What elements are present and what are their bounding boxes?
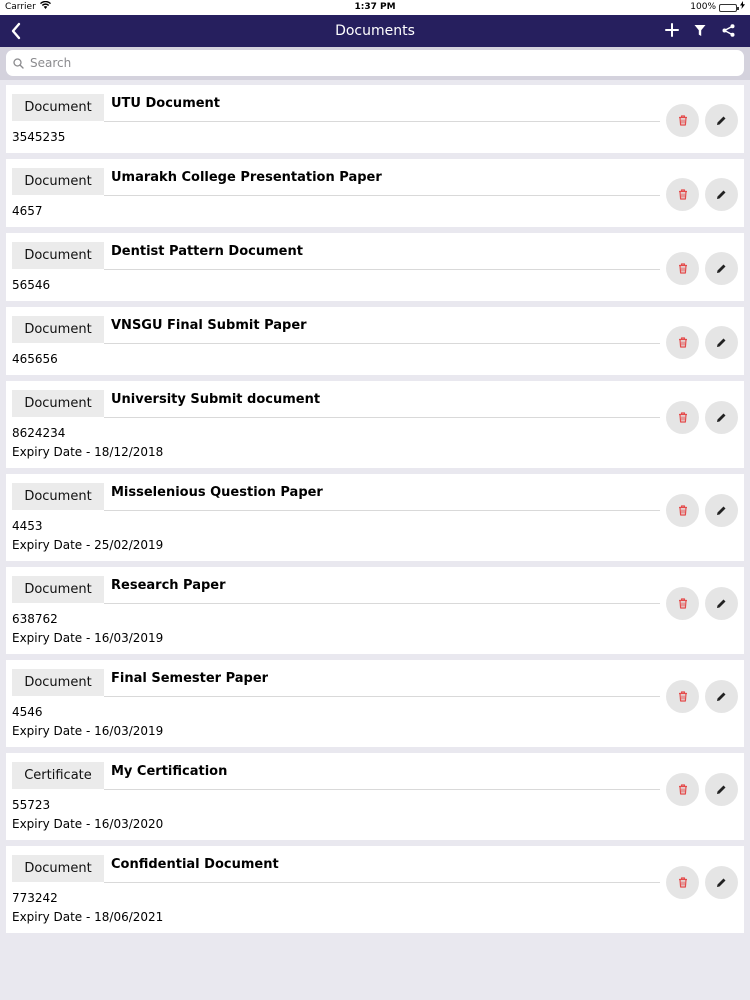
edit-button[interactable] bbox=[705, 178, 738, 211]
document-card[interactable] bbox=[6, 233, 744, 301]
document-title: Final Semester Paper bbox=[111, 671, 269, 686]
edit-button[interactable] bbox=[705, 680, 738, 713]
edit-button[interactable] bbox=[705, 326, 738, 359]
document-number: 56546 bbox=[12, 278, 51, 292]
search-input[interactable] bbox=[28, 55, 712, 71]
document-card[interactable] bbox=[6, 846, 744, 933]
page-title: Documents bbox=[335, 23, 415, 39]
document-type-tag: Document bbox=[12, 669, 104, 696]
trash-icon bbox=[678, 780, 688, 799]
pencil-icon bbox=[716, 594, 727, 613]
pencil-icon bbox=[716, 408, 727, 427]
filter-button[interactable] bbox=[688, 19, 712, 43]
delete-button[interactable] bbox=[666, 104, 699, 137]
status-right bbox=[690, 0, 745, 15]
document-expiry: Expiry Date - 25/02/2019 bbox=[12, 538, 164, 552]
card-actions bbox=[666, 773, 738, 806]
pencil-icon bbox=[716, 873, 727, 892]
document-type-tag: Document bbox=[12, 94, 104, 121]
document-number: 8624234 bbox=[12, 426, 66, 440]
document-number: 3545235 bbox=[12, 130, 66, 144]
document-number: 55723 bbox=[12, 798, 51, 812]
document-card[interactable] bbox=[6, 567, 744, 654]
trash-icon bbox=[678, 501, 688, 520]
trash-icon bbox=[678, 185, 688, 204]
search-icon bbox=[13, 54, 24, 73]
document-expiry: Expiry Date - 16/03/2020 bbox=[12, 817, 164, 831]
title-divider bbox=[104, 696, 660, 697]
trash-icon bbox=[678, 333, 688, 352]
trash-icon bbox=[678, 408, 688, 427]
delete-button[interactable] bbox=[666, 178, 699, 211]
trash-icon bbox=[678, 594, 688, 613]
delete-button[interactable] bbox=[666, 866, 699, 899]
delete-button[interactable] bbox=[666, 401, 699, 434]
plus-icon bbox=[665, 22, 679, 41]
edit-button[interactable] bbox=[705, 494, 738, 527]
card-actions bbox=[666, 401, 738, 434]
search-bar bbox=[0, 47, 750, 80]
card-actions bbox=[666, 104, 738, 137]
title-divider bbox=[104, 882, 660, 883]
edit-button[interactable] bbox=[705, 773, 738, 806]
title-divider bbox=[104, 121, 660, 122]
pencil-icon bbox=[716, 259, 727, 278]
charging-icon bbox=[740, 0, 745, 15]
edit-button[interactable] bbox=[705, 587, 738, 620]
navigation-bar bbox=[0, 15, 750, 47]
edit-button[interactable] bbox=[705, 866, 738, 899]
edit-button[interactable] bbox=[705, 252, 738, 285]
document-title: Umarakh College Presentation Paper bbox=[111, 170, 382, 185]
document-title: VNSGU Final Submit Paper bbox=[111, 318, 307, 333]
card-actions bbox=[666, 494, 738, 527]
title-divider bbox=[104, 343, 660, 344]
delete-button[interactable] bbox=[666, 494, 699, 527]
document-number: 773242 bbox=[12, 891, 58, 905]
document-expiry: Expiry Date - 16/03/2019 bbox=[12, 631, 164, 645]
document-card[interactable] bbox=[6, 753, 744, 840]
document-title: UTU Document bbox=[111, 96, 221, 111]
battery-icon bbox=[719, 4, 737, 12]
title-divider bbox=[104, 789, 660, 790]
search-box[interactable] bbox=[6, 50, 744, 76]
document-type-tag: Document bbox=[12, 316, 104, 343]
add-button[interactable] bbox=[660, 19, 684, 43]
carrier-label: Carrier bbox=[5, 2, 36, 12]
document-type-tag: Document bbox=[12, 855, 104, 882]
document-expiry: Expiry Date - 18/06/2021 bbox=[12, 910, 164, 924]
document-card[interactable] bbox=[6, 307, 744, 375]
document-title: Confidential Document bbox=[111, 857, 279, 872]
card-actions bbox=[666, 680, 738, 713]
filter-icon bbox=[694, 22, 706, 41]
title-divider bbox=[104, 603, 660, 604]
status-time: 1:37 PM bbox=[354, 2, 396, 12]
document-type-tag: Document bbox=[12, 390, 104, 417]
card-actions bbox=[666, 178, 738, 211]
document-title: Misselenious Question Paper bbox=[111, 485, 323, 500]
document-expiry: Expiry Date - 16/03/2019 bbox=[12, 724, 164, 738]
nav-actions bbox=[660, 19, 740, 43]
document-number: 465656 bbox=[12, 352, 58, 366]
delete-button[interactable] bbox=[666, 773, 699, 806]
document-list bbox=[6, 85, 744, 939]
pencil-icon bbox=[716, 687, 727, 706]
trash-icon bbox=[678, 873, 688, 892]
trash-icon bbox=[678, 687, 688, 706]
title-divider bbox=[104, 269, 660, 270]
delete-button[interactable] bbox=[666, 680, 699, 713]
document-title: Research Paper bbox=[111, 578, 226, 593]
battery-percent: 100% bbox=[690, 2, 716, 12]
edit-button[interactable] bbox=[705, 401, 738, 434]
status-bar bbox=[0, 0, 750, 15]
title-divider bbox=[104, 510, 660, 511]
trash-icon bbox=[678, 111, 688, 130]
card-actions bbox=[666, 326, 738, 359]
document-type-tag: Document bbox=[12, 576, 104, 603]
document-title: Dentist Pattern Document bbox=[111, 244, 303, 259]
delete-button[interactable] bbox=[666, 587, 699, 620]
document-number: 638762 bbox=[12, 612, 58, 626]
document-number: 4546 bbox=[12, 705, 43, 719]
document-card[interactable] bbox=[6, 660, 744, 747]
pencil-icon bbox=[716, 780, 727, 799]
document-title: My Certification bbox=[111, 764, 228, 779]
card-actions bbox=[666, 252, 738, 285]
document-card[interactable] bbox=[6, 85, 744, 153]
share-button[interactable] bbox=[716, 19, 740, 43]
share-icon bbox=[722, 22, 735, 41]
document-title: University Submit document bbox=[111, 392, 321, 407]
pencil-icon bbox=[716, 185, 727, 204]
document-number: 4453 bbox=[12, 519, 43, 533]
document-expiry: Expiry Date - 18/12/2018 bbox=[12, 445, 164, 459]
card-actions bbox=[666, 587, 738, 620]
document-type-tag: Document bbox=[12, 168, 104, 195]
document-card[interactable] bbox=[6, 474, 744, 561]
edit-button[interactable] bbox=[705, 104, 738, 137]
title-divider bbox=[104, 195, 660, 196]
delete-button[interactable] bbox=[666, 326, 699, 359]
trash-icon bbox=[678, 259, 688, 278]
document-card[interactable] bbox=[6, 159, 744, 227]
pencil-icon bbox=[716, 111, 727, 130]
delete-button[interactable] bbox=[666, 252, 699, 285]
pencil-icon bbox=[716, 501, 727, 520]
document-type-tag: Certificate bbox=[12, 762, 104, 789]
pencil-icon bbox=[716, 333, 727, 352]
document-type-tag: Document bbox=[12, 242, 104, 269]
title-divider bbox=[104, 417, 660, 418]
document-number: 4657 bbox=[12, 204, 43, 218]
card-actions bbox=[666, 866, 738, 899]
document-card[interactable] bbox=[6, 381, 744, 468]
document-type-tag: Document bbox=[12, 483, 104, 510]
